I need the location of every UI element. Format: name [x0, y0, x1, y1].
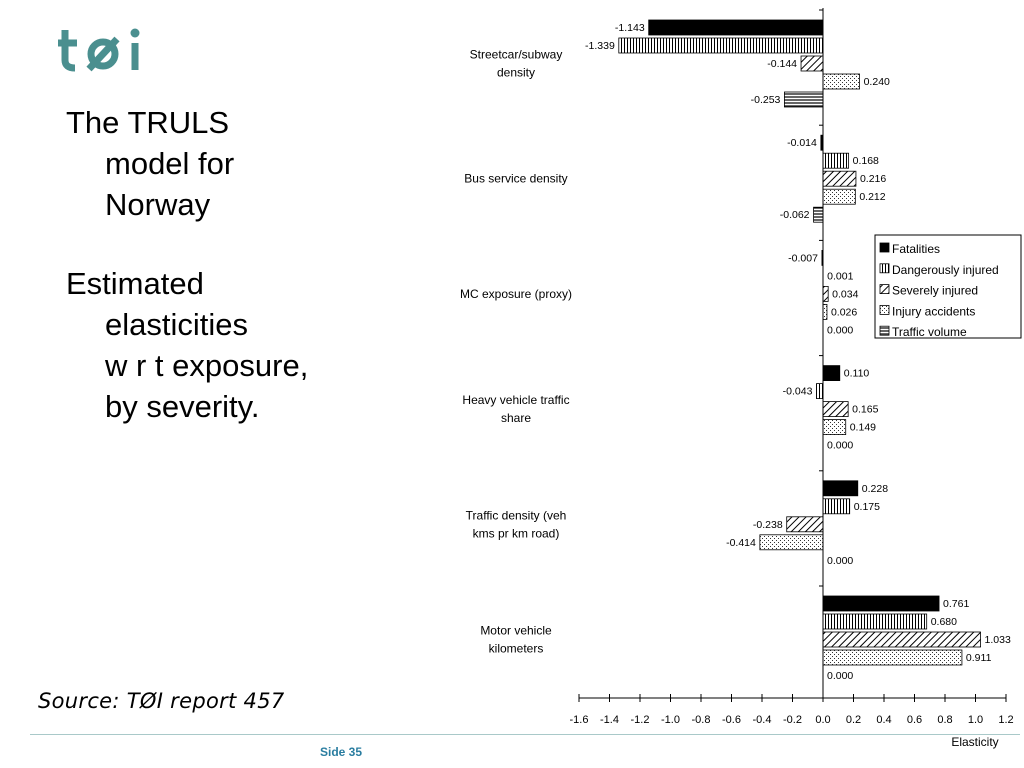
bullet-line: Estimated	[66, 266, 204, 301]
x-tick-label: 0.4	[876, 714, 892, 726]
category-label: Traffic density (veh	[465, 508, 567, 523]
x-tick-label: 0.6	[906, 714, 923, 726]
bar-dangerously-injured	[823, 499, 850, 514]
data-label: -0.253	[750, 94, 781, 106]
bar-injury-accidents	[823, 189, 855, 204]
bullet-line: Norway	[105, 187, 211, 222]
bar-injury-accidents	[760, 535, 823, 550]
bar-injury-accidents	[823, 304, 827, 319]
bar-severely-injured	[823, 286, 828, 301]
bullet-line: The TRULS	[66, 105, 230, 140]
legend-swatch	[880, 243, 889, 252]
x-tick-label: 1.0	[967, 714, 984, 726]
data-label: 0.761	[943, 598, 970, 610]
legend-swatch	[880, 305, 889, 314]
category-label: kms pr km road)	[472, 526, 560, 541]
x-tick-label: 0.2	[845, 714, 862, 726]
data-label: 0.000	[827, 324, 854, 337]
bar-severely-injured	[823, 402, 848, 417]
data-label: 1.033	[984, 634, 1011, 646]
legend-swatch	[880, 264, 889, 273]
bullet-line: by severity.	[105, 389, 260, 424]
bullet-line: elasticities	[105, 307, 248, 342]
bar-injury-accidents	[823, 650, 962, 665]
bullet-line: model for	[105, 146, 235, 181]
x-tick-label: -1.6	[569, 714, 589, 726]
category-label: share	[500, 411, 532, 426]
x-tick-label: -0.4	[752, 714, 772, 726]
x-tick-label: -1.2	[630, 714, 650, 726]
data-label: -0.043	[782, 385, 813, 398]
source-note: Source: TØI report 457	[38, 689, 285, 713]
category-label: Heavy vehicle traffic	[462, 393, 570, 408]
bar-fatalities	[823, 596, 939, 611]
data-label: 0.911	[965, 652, 992, 664]
category-label: density	[496, 65, 536, 80]
data-label: 0.110	[843, 367, 870, 380]
data-label: 0.175	[853, 500, 880, 513]
legend-swatch	[880, 326, 889, 335]
data-label: 0.026	[830, 306, 858, 319]
data-label: -0.144	[767, 58, 798, 70]
bar-traffic-volume	[784, 92, 823, 107]
data-label: -0.414	[726, 536, 756, 549]
legend-label: Traffic volume	[892, 325, 967, 340]
data-label: -1.339	[585, 40, 615, 52]
x-tick-label: -0.6	[722, 714, 741, 726]
bar-severely-injured	[823, 632, 981, 647]
data-label: 0.000	[827, 554, 854, 567]
x-axis-title: Elasticity	[951, 735, 999, 749]
legend-label: Injury accidents	[892, 304, 976, 319]
bar-dangerously-injured	[823, 614, 927, 629]
x-tick-label: -1.4	[600, 714, 619, 726]
bar-dangerously-injured	[816, 384, 823, 399]
data-label: 0.165	[852, 403, 879, 416]
category-label: MC exposure (proxy)	[459, 286, 573, 301]
data-label: -0.014	[787, 137, 817, 150]
data-label: 0.680	[930, 616, 957, 628]
bar-fatalities	[823, 481, 858, 496]
bar-severely-injured	[823, 171, 856, 186]
data-label: 0.240	[863, 76, 890, 88]
bullet-line: w r t exposure,	[105, 348, 309, 383]
data-label: 0.001	[827, 270, 854, 283]
data-label: 0.034	[832, 288, 859, 301]
x-tick-label: 0.0	[815, 714, 831, 726]
bar-dangerously-injured	[823, 153, 849, 168]
bar-traffic-volume	[814, 207, 823, 222]
legend-label: Fatalities	[892, 242, 941, 256]
data-label: 0.216	[859, 173, 887, 186]
bar-severely-injured	[787, 517, 823, 532]
legend-label: Dangerously injured	[892, 262, 999, 277]
bar-fatalities	[823, 366, 840, 381]
data-label: 0.168	[852, 155, 879, 168]
x-tick-label: -0.8	[691, 714, 711, 726]
category-label: Streetcar/subway	[469, 47, 563, 62]
category-label: Motor vehicle	[480, 623, 552, 638]
data-label: -0.238	[752, 518, 783, 531]
x-tick-label: 0.8	[937, 714, 953, 726]
x-tick-label: -1.0	[661, 714, 680, 726]
x-tick-label: -0.2	[783, 714, 802, 726]
bar-dangerously-injured	[619, 38, 823, 53]
data-label: 0.212	[859, 191, 886, 204]
data-label: -1.143	[614, 22, 645, 34]
legend-label: Severely injured	[892, 283, 979, 298]
slide-number: Side 35	[320, 745, 363, 759]
bar-injury-accidents	[823, 74, 860, 89]
category-label: kilometers	[488, 641, 544, 656]
data-label: 0.149	[849, 421, 877, 434]
category-label: Bus service density	[464, 171, 568, 186]
data-label: -0.007	[788, 252, 818, 265]
data-label: 0.000	[827, 439, 854, 452]
data-label: 0.228	[861, 482, 889, 495]
data-label: -0.062	[779, 209, 810, 222]
bar-fatalities	[649, 20, 823, 35]
x-tick-label: 1.2	[998, 714, 1014, 726]
legend-swatch	[880, 285, 889, 294]
bar-injury-accidents	[823, 420, 846, 435]
bar-severely-injured	[801, 56, 823, 71]
data-label: 0.000	[827, 670, 854, 682]
